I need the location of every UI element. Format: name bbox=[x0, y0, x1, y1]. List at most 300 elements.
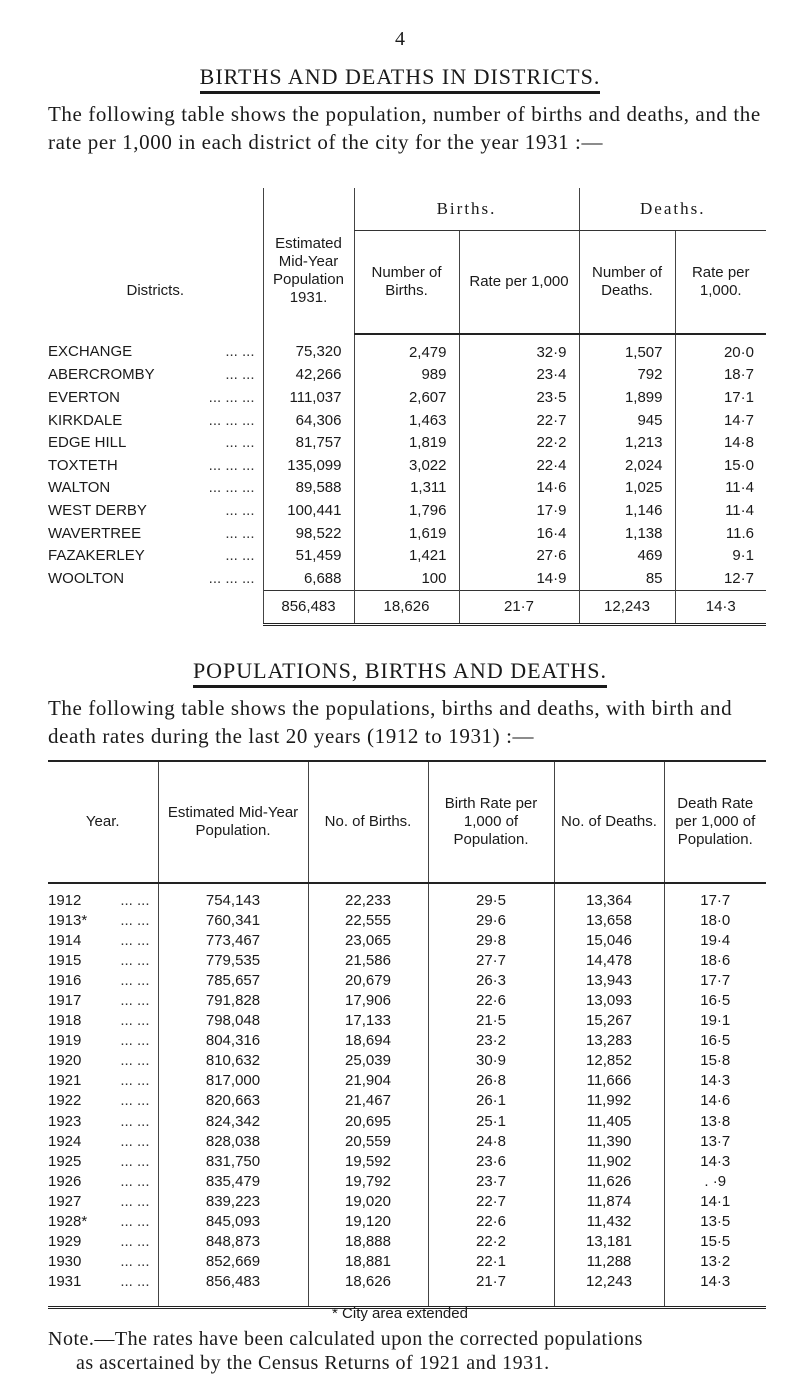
births-cell: 17,906 bbox=[308, 990, 428, 1010]
death-rate-cell: 14·3 bbox=[664, 1272, 766, 1308]
death-rate-cell: 11·4 bbox=[675, 477, 766, 500]
table-row bbox=[48, 522, 766, 545]
births-cell: 20,559 bbox=[308, 1131, 428, 1151]
header-births-group: Births. bbox=[354, 188, 579, 231]
year-label: 1929 bbox=[48, 1233, 82, 1251]
births-cell: 19,592 bbox=[308, 1151, 428, 1171]
district-name bbox=[48, 477, 263, 500]
leader-dots: ... ... ... bbox=[208, 411, 255, 429]
birth-rate-cell: 27·7 bbox=[428, 950, 554, 970]
total-births: 18,626 bbox=[354, 590, 459, 624]
population-cell: 798,048 bbox=[158, 1011, 308, 1031]
death-rate-cell: 20·0 bbox=[675, 334, 766, 364]
district-name bbox=[48, 454, 263, 477]
births-cell: 2,479 bbox=[354, 334, 459, 364]
year-cell bbox=[48, 1191, 158, 1211]
year-label: 1913* bbox=[48, 911, 88, 929]
table-row bbox=[48, 499, 766, 522]
year-label: 1923 bbox=[48, 1112, 82, 1130]
population-cell: 791,828 bbox=[158, 990, 308, 1010]
district-label: EDGE HILL bbox=[48, 434, 127, 452]
population-cell: 42,266 bbox=[263, 364, 354, 387]
birth-rate-cell: 14·6 bbox=[459, 477, 579, 500]
population-cell: 810,632 bbox=[158, 1051, 308, 1071]
birth-rate-cell: 16·4 bbox=[459, 522, 579, 545]
leader-dots: ... ... bbox=[120, 1233, 150, 1251]
heading-text: BIRTHS AND DEATHS IN DISTRICTS. bbox=[200, 64, 601, 94]
birth-rate-cell: 27·6 bbox=[459, 544, 579, 567]
year-cell bbox=[48, 1071, 158, 1091]
leader-dots: ... ... ... bbox=[208, 569, 255, 587]
district-name bbox=[48, 386, 263, 409]
year-cell bbox=[48, 970, 158, 990]
year-cell bbox=[48, 990, 158, 1010]
death-rate-cell: 15·5 bbox=[664, 1232, 766, 1252]
deaths-cell: 11,390 bbox=[554, 1131, 664, 1151]
leader-dots: ... ... bbox=[120, 1052, 150, 1070]
deaths-cell: 14,478 bbox=[554, 950, 664, 970]
leader-dots: ... ... ... bbox=[208, 456, 255, 474]
table-row bbox=[48, 364, 766, 387]
table-row bbox=[48, 1232, 766, 1252]
header-year-population: Estimated Mid-Year Population. bbox=[158, 761, 308, 883]
death-rate-cell: 17·7 bbox=[664, 970, 766, 990]
births-cell: 20,695 bbox=[308, 1111, 428, 1131]
table-row bbox=[48, 1191, 766, 1211]
death-rate-cell: 18·6 bbox=[664, 950, 766, 970]
deaths-cell: 11,405 bbox=[554, 1111, 664, 1131]
header-districts: Districts. bbox=[126, 281, 184, 299]
heading-text: POPULATIONS, BIRTHS AND DEATHS. bbox=[193, 658, 607, 688]
death-rate-cell: 14·3 bbox=[664, 1151, 766, 1171]
year-label: 1912 bbox=[48, 891, 82, 909]
leader-dots: ... ... bbox=[120, 1273, 150, 1291]
table-row bbox=[48, 883, 766, 910]
deaths-cell: 11,432 bbox=[554, 1212, 664, 1232]
death-rate-cell: 13·2 bbox=[664, 1252, 766, 1272]
year-cell bbox=[48, 1171, 158, 1191]
note-paragraph bbox=[48, 1327, 778, 1375]
population-cell: 89,588 bbox=[263, 477, 354, 500]
leader-dots: ... ... bbox=[120, 1092, 150, 1110]
deaths-cell: 1,213 bbox=[579, 431, 675, 454]
population-cell: 835,479 bbox=[158, 1171, 308, 1191]
leader-dots: ... ... ... bbox=[208, 388, 255, 406]
leader-dots: ... ... bbox=[120, 1112, 150, 1130]
birth-rate-cell: 22·2 bbox=[428, 1232, 554, 1252]
population-cell: 852,669 bbox=[158, 1252, 308, 1272]
deaths-cell: 11,902 bbox=[554, 1151, 664, 1171]
year-label: 1918 bbox=[48, 1012, 82, 1030]
note-line-2: as ascertained by the Census Returns of 1921 and 1931. bbox=[76, 1352, 550, 1374]
table-row bbox=[48, 1131, 766, 1151]
leader-dots: ... ... ... bbox=[208, 479, 255, 497]
population-cell: 98,522 bbox=[263, 522, 354, 545]
deaths-cell: 469 bbox=[579, 544, 675, 567]
total-population: 856,483 bbox=[263, 590, 354, 624]
deaths-cell: 15,046 bbox=[554, 930, 664, 950]
births-cell: 22,555 bbox=[308, 910, 428, 930]
birth-rate-cell: 29·8 bbox=[428, 930, 554, 950]
year-label: 1927 bbox=[48, 1192, 82, 1210]
death-rate-cell: 18·0 bbox=[664, 910, 766, 930]
district-label: TOXTETH bbox=[48, 456, 118, 474]
year-cell bbox=[48, 1031, 158, 1051]
births-cell: 17,133 bbox=[308, 1011, 428, 1031]
population-cell: 779,535 bbox=[158, 950, 308, 970]
death-rate-cell: 9·1 bbox=[675, 544, 766, 567]
births-cell: 18,881 bbox=[308, 1252, 428, 1272]
year-label: 1917 bbox=[48, 992, 82, 1010]
district-label: KIRKDALE bbox=[48, 411, 123, 429]
district-name bbox=[48, 499, 263, 522]
leader-dots: ... ... bbox=[120, 911, 150, 929]
leader-dots: ... ... bbox=[225, 524, 255, 542]
population-cell: 804,316 bbox=[158, 1031, 308, 1051]
table-row bbox=[48, 1071, 766, 1091]
births-cell: 1,421 bbox=[354, 544, 459, 567]
deaths-cell: 11,626 bbox=[554, 1171, 664, 1191]
deaths-cell: 11,288 bbox=[554, 1252, 664, 1272]
births-cell: 1,619 bbox=[354, 522, 459, 545]
districts-total-row bbox=[48, 590, 766, 624]
births-cell: 1,796 bbox=[354, 499, 459, 522]
district-name bbox=[48, 544, 263, 567]
birth-rate-cell: 32·9 bbox=[459, 334, 579, 364]
births-cell: 25,039 bbox=[308, 1051, 428, 1071]
year-label: 1930 bbox=[48, 1253, 82, 1271]
death-rate-cell: 13·5 bbox=[664, 1212, 766, 1232]
district-label: FAZAKERLEY bbox=[48, 547, 145, 565]
table-row bbox=[48, 544, 766, 567]
district-label: WAVERTREE bbox=[48, 524, 142, 542]
year-cell bbox=[48, 950, 158, 970]
year-label: 1915 bbox=[48, 951, 82, 969]
table-row bbox=[48, 990, 766, 1010]
birth-rate-cell: 22·7 bbox=[428, 1191, 554, 1211]
birth-rate-cell: 26·1 bbox=[428, 1091, 554, 1111]
births-cell: 23,065 bbox=[308, 930, 428, 950]
header-year-deaths: No. of Deaths. bbox=[554, 761, 664, 883]
birth-rate-cell: 24·8 bbox=[428, 1131, 554, 1151]
birth-rate-cell: 30·9 bbox=[428, 1051, 554, 1071]
total-label-cell bbox=[48, 590, 263, 624]
table-row bbox=[48, 1031, 766, 1051]
district-name bbox=[48, 409, 263, 432]
table-row bbox=[48, 1051, 766, 1071]
death-rate-cell: 14·1 bbox=[664, 1191, 766, 1211]
birth-rate-cell: 23·7 bbox=[428, 1171, 554, 1191]
births-cell: 21,586 bbox=[308, 950, 428, 970]
leader-dots: ... ... bbox=[120, 1072, 150, 1090]
leader-dots: ... ... bbox=[120, 1032, 150, 1050]
table-row bbox=[48, 910, 766, 930]
birth-rate-cell: 22·6 bbox=[428, 990, 554, 1010]
year-cell bbox=[48, 1011, 158, 1031]
year-label: 1921 bbox=[48, 1072, 82, 1090]
death-rate-cell: 19·1 bbox=[664, 1011, 766, 1031]
header-deaths-number: Number of Deaths. bbox=[579, 231, 675, 335]
district-label: EVERTON bbox=[48, 388, 120, 406]
year-label: 1914 bbox=[48, 931, 82, 949]
deaths-cell: 11,992 bbox=[554, 1091, 664, 1111]
births-cell: 21,904 bbox=[308, 1071, 428, 1091]
death-rate-cell: 16·5 bbox=[664, 990, 766, 1010]
year-label: 1919 bbox=[48, 1032, 82, 1050]
death-rate-cell: 11.6 bbox=[675, 522, 766, 545]
deaths-cell: 13,364 bbox=[554, 883, 664, 910]
year-cell bbox=[48, 930, 158, 950]
death-rate-cell: . ·9 bbox=[664, 1171, 766, 1191]
births-cell: 1,463 bbox=[354, 409, 459, 432]
birth-rate-cell: 22·4 bbox=[459, 454, 579, 477]
deaths-cell: 1,146 bbox=[579, 499, 675, 522]
death-rate-cell: 15·8 bbox=[664, 1051, 766, 1071]
deaths-cell: 13,658 bbox=[554, 910, 664, 930]
year-cell bbox=[48, 1272, 158, 1308]
district-name bbox=[48, 334, 263, 364]
table-row bbox=[48, 1171, 766, 1191]
population-cell: 100,441 bbox=[263, 499, 354, 522]
births-cell: 19,792 bbox=[308, 1171, 428, 1191]
districts-table bbox=[48, 188, 766, 626]
year-label: 1931 bbox=[48, 1273, 82, 1291]
total-deaths: 12,243 bbox=[579, 590, 675, 624]
header-deaths-rate: Rate per 1,000. bbox=[675, 231, 766, 335]
deaths-cell: 945 bbox=[579, 409, 675, 432]
births-cell: 100 bbox=[354, 567, 459, 590]
leader-dots: ... ... bbox=[225, 343, 255, 361]
header-year: Year. bbox=[48, 761, 158, 883]
deaths-cell: 11,874 bbox=[554, 1191, 664, 1211]
population-cell: 773,467 bbox=[158, 930, 308, 950]
leader-dots: ... ... bbox=[120, 992, 150, 1010]
leader-dots: ... ... bbox=[120, 971, 150, 989]
table-row bbox=[48, 454, 766, 477]
table-row bbox=[48, 567, 766, 590]
death-rate-cell: 13·8 bbox=[664, 1111, 766, 1131]
death-rate-cell: 14·7 bbox=[675, 409, 766, 432]
leader-dots: ... ... bbox=[120, 1192, 150, 1210]
leader-dots: ... ... bbox=[120, 1152, 150, 1170]
year-cell bbox=[48, 1212, 158, 1232]
births-cell: 989 bbox=[354, 364, 459, 387]
death-rate-cell: 13·7 bbox=[664, 1131, 766, 1151]
population-cell: 81,757 bbox=[263, 431, 354, 454]
header-population: Estimated Mid-Year Population 1931. bbox=[263, 188, 354, 334]
births-cell: 18,694 bbox=[308, 1031, 428, 1051]
population-cell: 839,223 bbox=[158, 1191, 308, 1211]
birth-rate-cell: 23·6 bbox=[428, 1151, 554, 1171]
leader-dots: ... ... bbox=[225, 547, 255, 565]
births-cell: 3,022 bbox=[354, 454, 459, 477]
total-death-rate: 14·3 bbox=[675, 590, 766, 624]
year-cell bbox=[48, 1111, 158, 1131]
leader-dots: ... ... bbox=[120, 1132, 150, 1150]
population-cell: 817,000 bbox=[158, 1071, 308, 1091]
population-cell: 828,038 bbox=[158, 1131, 308, 1151]
death-rate-cell: 17·1 bbox=[675, 386, 766, 409]
table-row bbox=[48, 409, 766, 432]
year-cell bbox=[48, 910, 158, 930]
birth-rate-cell: 21·5 bbox=[428, 1011, 554, 1031]
birth-rate-cell: 26·3 bbox=[428, 970, 554, 990]
leader-dots: ... ... bbox=[225, 434, 255, 452]
deaths-cell: 1,899 bbox=[579, 386, 675, 409]
year-cell bbox=[48, 1131, 158, 1151]
year-label: 1920 bbox=[48, 1052, 82, 1070]
year-cell bbox=[48, 1091, 158, 1111]
note-line-1: Note.—The rates have been calculated upon the corrected populations bbox=[48, 1328, 643, 1350]
header-year-births: No. of Births. bbox=[308, 761, 428, 883]
deaths-cell: 1,025 bbox=[579, 477, 675, 500]
population-cell: 135,099 bbox=[263, 454, 354, 477]
death-rate-cell: 14·8 bbox=[675, 431, 766, 454]
deaths-cell: 1,507 bbox=[579, 334, 675, 364]
population-cell: 111,037 bbox=[263, 386, 354, 409]
leader-dots: ... ... bbox=[225, 366, 255, 384]
leader-dots: ... ... bbox=[120, 931, 150, 949]
table-row bbox=[48, 386, 766, 409]
leader-dots: ... ... bbox=[225, 501, 255, 519]
district-label: ABERCROMBY bbox=[48, 366, 155, 384]
deaths-cell: 15,267 bbox=[554, 1011, 664, 1031]
births-cell: 20,679 bbox=[308, 970, 428, 990]
births-cell: 1,819 bbox=[354, 431, 459, 454]
year-label: 1922 bbox=[48, 1092, 82, 1110]
birth-rate-cell: 29·6 bbox=[428, 910, 554, 930]
year-label: 1916 bbox=[48, 971, 82, 989]
death-rate-cell: 11·4 bbox=[675, 499, 766, 522]
births-cell: 18,626 bbox=[308, 1272, 428, 1308]
births-cell: 22,233 bbox=[308, 883, 428, 910]
deaths-cell: 13,093 bbox=[554, 990, 664, 1010]
district-name bbox=[48, 567, 263, 590]
birth-rate-cell: 22·1 bbox=[428, 1252, 554, 1272]
year-cell bbox=[48, 883, 158, 910]
birth-rate-cell: 26·8 bbox=[428, 1071, 554, 1091]
deaths-cell: 85 bbox=[579, 567, 675, 590]
deaths-cell: 13,283 bbox=[554, 1031, 664, 1051]
death-rate-cell: 19·4 bbox=[664, 930, 766, 950]
district-name bbox=[48, 364, 263, 387]
table-row bbox=[48, 970, 766, 990]
year-cell bbox=[48, 1252, 158, 1272]
intro-paragraph-years: The following table shows the populations, births and deaths, with birth and death rates during the last 20 years (1912 to 1931) :— bbox=[48, 696, 733, 748]
deaths-cell: 13,943 bbox=[554, 970, 664, 990]
table-row bbox=[48, 1111, 766, 1131]
header-births-rate: Rate per 1,000 bbox=[459, 231, 579, 335]
year-label: 1928* bbox=[48, 1213, 88, 1231]
births-cell: 19,120 bbox=[308, 1212, 428, 1232]
leader-dots: ... ... bbox=[120, 1253, 150, 1271]
death-rate-cell: 17·7 bbox=[664, 883, 766, 910]
population-cell: 856,483 bbox=[158, 1272, 308, 1308]
death-rate-cell: 15·0 bbox=[675, 454, 766, 477]
footnote-city-area: * City area extended bbox=[332, 1305, 468, 1322]
death-rate-cell: 14·6 bbox=[664, 1091, 766, 1111]
population-cell: 845,093 bbox=[158, 1212, 308, 1232]
table-row bbox=[48, 1151, 766, 1171]
leader-dots: ... ... bbox=[120, 1213, 150, 1231]
birth-rate-cell: 23·5 bbox=[459, 386, 579, 409]
district-name bbox=[48, 431, 263, 454]
years-table bbox=[48, 760, 766, 1309]
section-heading-populations-births-deaths bbox=[0, 658, 800, 684]
population-cell: 51,459 bbox=[263, 544, 354, 567]
population-cell: 64,306 bbox=[263, 409, 354, 432]
header-births-number: Number of Births. bbox=[354, 231, 459, 335]
deaths-cell: 2,024 bbox=[579, 454, 675, 477]
birth-rate-cell: 23·2 bbox=[428, 1031, 554, 1051]
population-cell: 820,663 bbox=[158, 1091, 308, 1111]
year-label: 1925 bbox=[48, 1152, 82, 1170]
leader-dots: ... ... bbox=[120, 1172, 150, 1190]
population-cell: 831,750 bbox=[158, 1151, 308, 1171]
year-label: 1924 bbox=[48, 1132, 82, 1150]
birth-rate-cell: 23·4 bbox=[459, 364, 579, 387]
deaths-cell: 12,852 bbox=[554, 1051, 664, 1071]
section-heading-births-deaths-districts bbox=[0, 64, 800, 90]
page-number: 4 bbox=[395, 28, 405, 50]
birth-rate-cell: 29·5 bbox=[428, 883, 554, 910]
birth-rate-cell: 17·9 bbox=[459, 499, 579, 522]
year-cell bbox=[48, 1232, 158, 1252]
table-row bbox=[48, 1011, 766, 1031]
birth-rate-cell: 21·7 bbox=[428, 1272, 554, 1308]
population-cell: 754,143 bbox=[158, 883, 308, 910]
births-cell: 21,467 bbox=[308, 1091, 428, 1111]
birth-rate-cell: 22·2 bbox=[459, 431, 579, 454]
table-row bbox=[48, 950, 766, 970]
intro-paragraph-districts: The following table shows the population, number of births and deaths, and the rate per 1,000 in each district of the city for the year 1931 :— bbox=[48, 102, 761, 154]
header-deaths-group: Deaths. bbox=[579, 188, 766, 231]
header-year-death-rate: Death Rate per 1,000 of Population. bbox=[664, 761, 766, 883]
population-cell: 824,342 bbox=[158, 1111, 308, 1131]
table-row bbox=[48, 930, 766, 950]
district-name bbox=[48, 522, 263, 545]
population-cell: 848,873 bbox=[158, 1232, 308, 1252]
births-cell: 19,020 bbox=[308, 1191, 428, 1211]
leader-dots: ... ... bbox=[120, 891, 150, 909]
death-rate-cell: 12·7 bbox=[675, 567, 766, 590]
population-cell: 75,320 bbox=[263, 334, 354, 364]
deaths-cell: 792 bbox=[579, 364, 675, 387]
births-cell: 2,607 bbox=[354, 386, 459, 409]
birth-rate-cell: 14·9 bbox=[459, 567, 579, 590]
birth-rate-cell: 25·1 bbox=[428, 1111, 554, 1131]
death-rate-cell: 14·3 bbox=[664, 1071, 766, 1091]
district-label: WEST DERBY bbox=[48, 501, 147, 519]
table-row bbox=[48, 1212, 766, 1232]
births-cell: 18,888 bbox=[308, 1232, 428, 1252]
district-label: WOOLTON bbox=[48, 569, 125, 587]
table-row bbox=[48, 1091, 766, 1111]
birth-rate-cell: 22·7 bbox=[459, 409, 579, 432]
leader-dots: ... ... bbox=[120, 951, 150, 969]
total-birth-rate: 21·7 bbox=[459, 590, 579, 624]
year-cell bbox=[48, 1151, 158, 1171]
population-cell: 6,688 bbox=[263, 567, 354, 590]
deaths-cell: 12,243 bbox=[554, 1272, 664, 1308]
population-cell: 760,341 bbox=[158, 910, 308, 930]
district-label: WALTON bbox=[48, 479, 111, 497]
birth-rate-cell: 22·6 bbox=[428, 1212, 554, 1232]
table-row bbox=[48, 1252, 766, 1272]
table-row bbox=[48, 334, 766, 364]
district-label: EXCHANGE bbox=[48, 343, 133, 361]
deaths-cell: 11,666 bbox=[554, 1071, 664, 1091]
